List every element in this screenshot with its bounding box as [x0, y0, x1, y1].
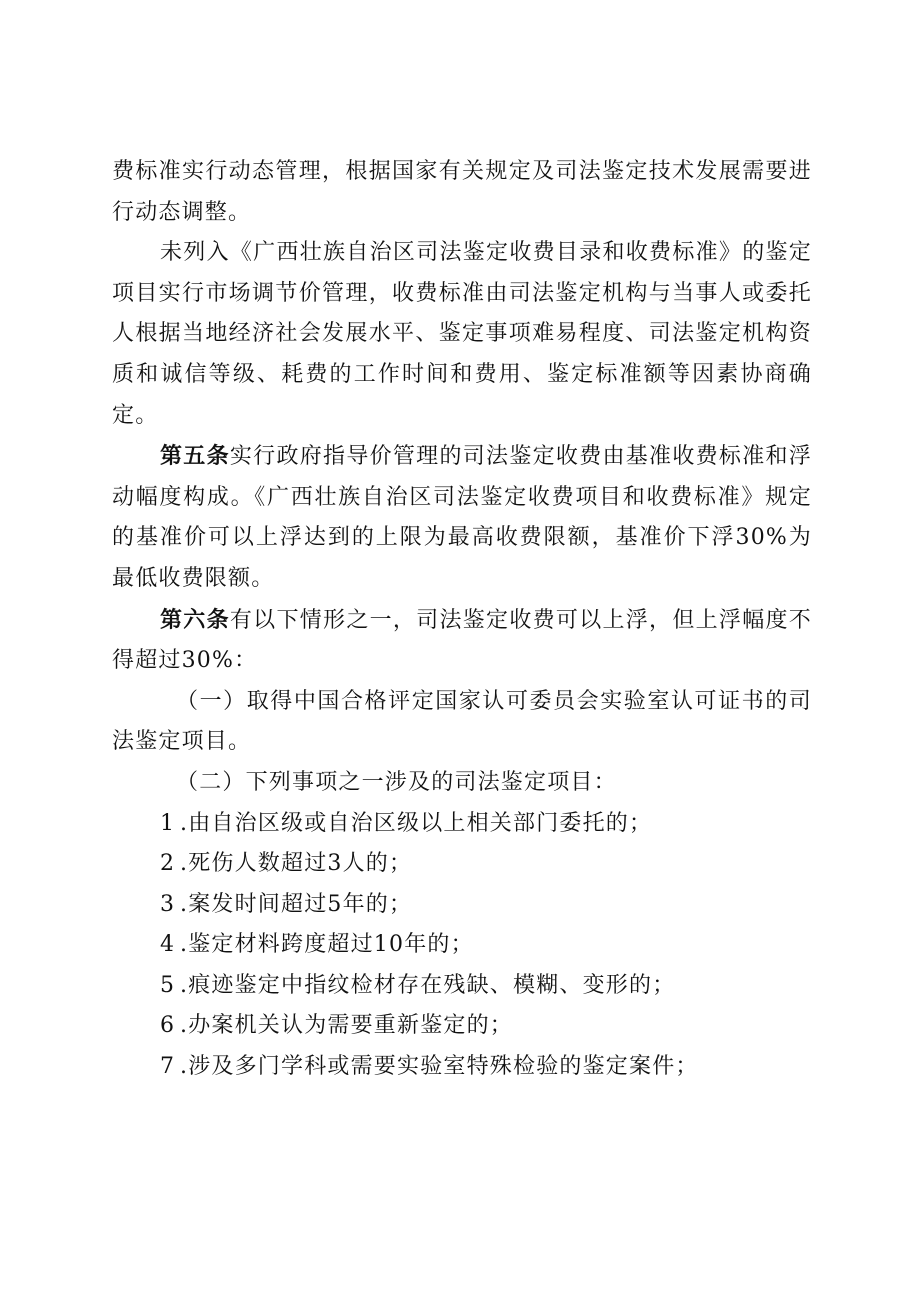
- list-item: [112, 885, 812, 926]
- list-item-number: 7: [160, 1054, 176, 1080]
- article-6-body: 有以下情形之一，司法鉴定收费可以上浮，但上浮幅度不得超过30%：: [112, 607, 812, 674]
- clause-two: （二）下列事项之一涉及的司法鉴定项目：: [176, 769, 617, 795]
- list-item-text: .鉴定材料跨度超过10年的；: [180, 932, 474, 958]
- list-item: [112, 925, 812, 966]
- list-item-text: .由自治区级或自治区级以上相关部门委托的；: [180, 810, 653, 836]
- list-item: [112, 804, 812, 845]
- list-item-number: 3: [160, 891, 176, 917]
- list-item-text: .涉及多门学科或需要实验室特殊检验的鉴定案件；: [180, 1054, 699, 1080]
- list-item-text: .死伤人数超过3人的；: [180, 851, 413, 877]
- list-item-number: 2: [160, 851, 176, 877]
- list-item-text: .办案机关认为需要重新鉴定的；: [180, 1013, 513, 1039]
- condition-list: [112, 804, 812, 1088]
- paragraph-market-price: 未列入《广西壮族自治区司法鉴定收费目录和收费标准》的鉴定项目实行市场调节价管理，收费标准由司法鉴定机构与当事人或委托人根据当地经济社会发展水平、鉴定事项难易程度、司法鉴定机构资质和诚信等级、耗费的工作时间和费用、鉴定标准额等因素协商确定。: [112, 240, 812, 428]
- list-item: [112, 1047, 812, 1088]
- article-6: [112, 600, 812, 682]
- clause-one: （一）取得中国合格评定国家认可委员会实验室认可证书的司法鉴定项目。: [112, 688, 812, 755]
- article-5-body: 实行政府指导价管理的司法鉴定收费由基准收费标准和浮动幅度构成。《广西壮族自治区司法鉴定收费项目和收费标准》规定的基准价可以上浮达到的上限为最高收费限额，基准价下浮30%为最低收费限额。: [112, 444, 812, 591]
- list-item-number: 6: [160, 1013, 176, 1039]
- list-item: [112, 966, 812, 1007]
- list-item-text: .痕迹鉴定中指纹检材存在残缺、模糊、变形的；: [180, 972, 676, 998]
- article-5: [112, 436, 812, 599]
- list-item: [112, 1006, 812, 1047]
- article-6-title: 第六条: [160, 606, 230, 633]
- list-item-number: 5: [160, 972, 176, 998]
- list-item-number: 4: [160, 932, 176, 958]
- article-5-title: 第五条: [160, 443, 230, 470]
- list-item-text: .案发时间超过5年的；: [180, 891, 413, 917]
- document-page: [112, 152, 812, 1088]
- paragraph-dynamic-management: 费标准实行动态管理，根据国家有关规定及司法鉴定技术发展需要进行动态调整。: [112, 159, 812, 225]
- list-item-number: 1: [160, 810, 176, 836]
- list-item: [112, 844, 812, 885]
